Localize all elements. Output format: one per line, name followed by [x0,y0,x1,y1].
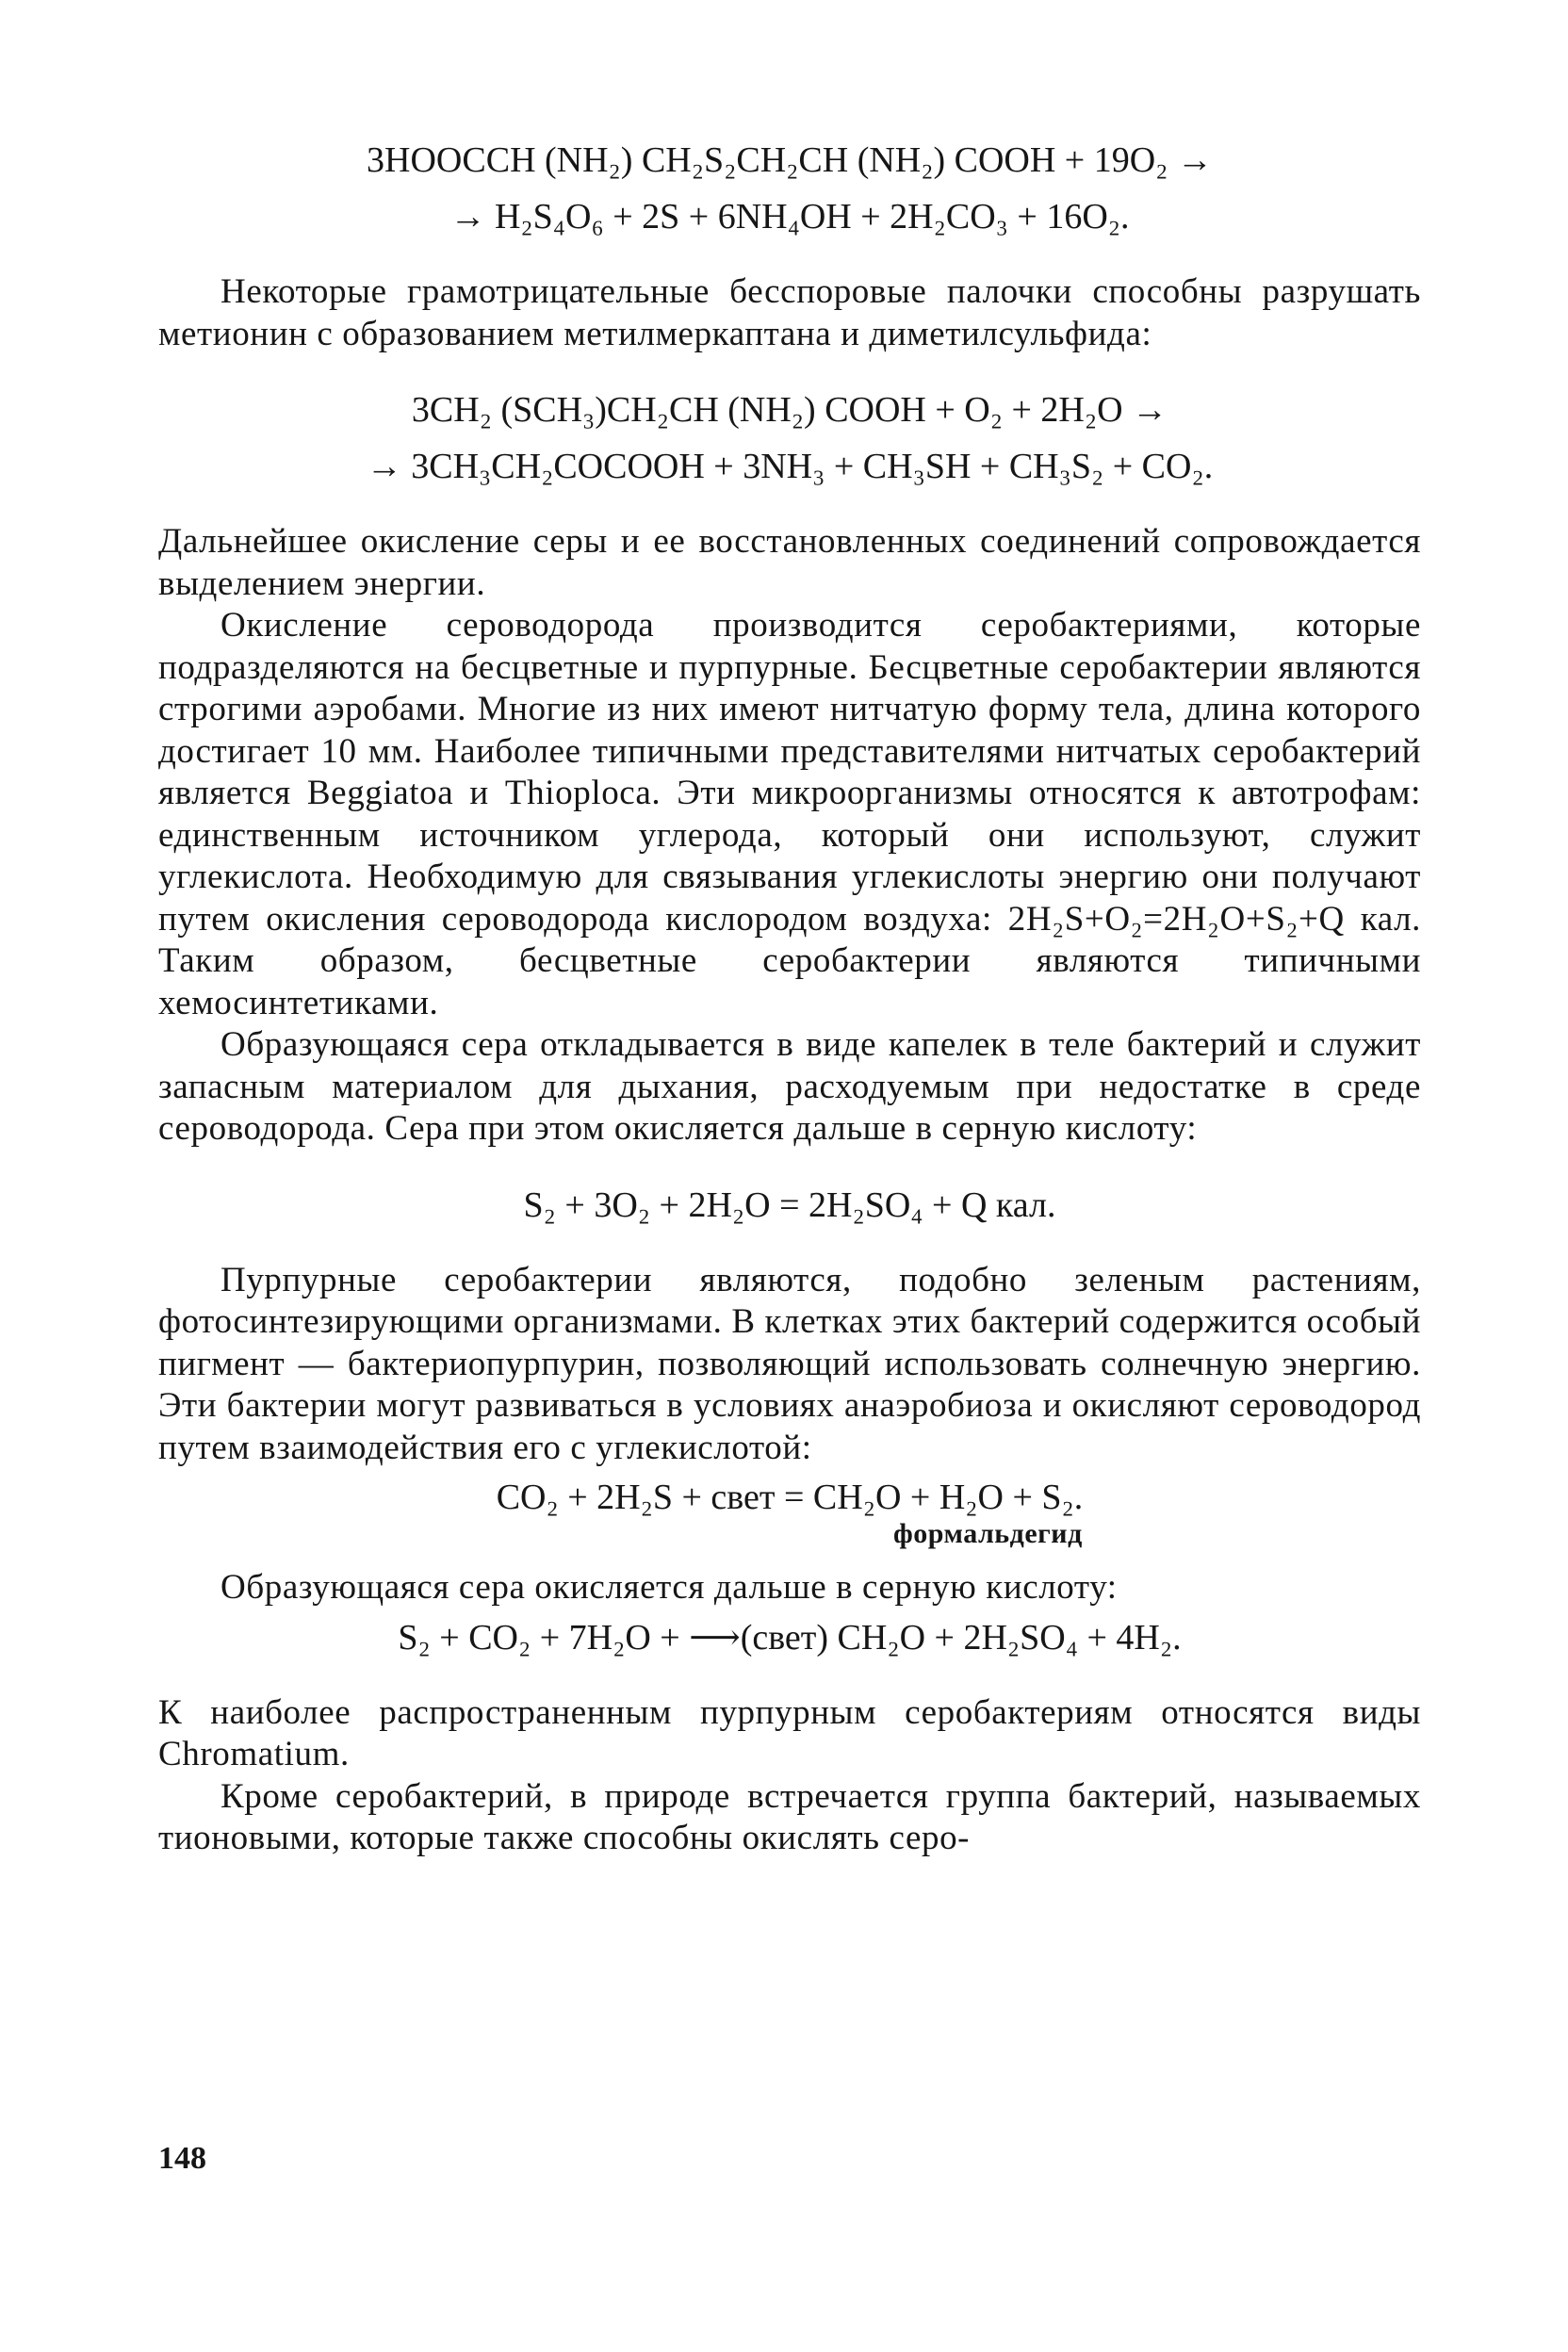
equation-2-line-1: 3CH₂ (SCH₃)CH₂CH (NH₂) COOH + O₂ + 2H₂O → [411,390,1168,430]
paragraph-chromatium: К наиболее распространенным пурпурным серобактериям относятся виды Chromatium. [158,1692,1421,1773]
equation-2-line-2: → 3CH₃CH₂COCOOH + 3NH₃ + CH₃SH + CH₃S₂ + CO₂. [366,447,1214,486]
equation-5: S₂ + CO₂ + 7H₂O + ⟶(свет) CH₂O + 2H₂SO₄ + 4H₂. [398,1617,1182,1658]
paragraph-oxidation: Дальнейшее окисление серы и ее восстановленных соединений сопровождается выделением энергии. [158,522,1421,603]
paragraph-thionic-bacteria: Кроме серобактерий, в природе встречается группа бактерий, называемых тионовыми, которые также способны окислять серо- [158,1776,1421,1857]
paragraph-purple-bacteria: Пурпурные серобактерии являются, подобно зеленым растениям, фотосинтезирующими организмами. В клетках этих бактерий содержится особый пигмент — бактериопурпурин, позволяющий использовать солнечную энергию. Эти бактерии могут развиваться в условиях анаэробиоза и окисляют сероводород путем взаимодействия его с углекислотой: [158,1260,1421,1467]
equation-3: S₂ + 3O₂ + 2H₂O = 2H₂SO₄ + Q кал. [523,1184,1056,1225]
equation-4-annotation [158,1518,1421,1567]
page-number: 148 [158,2141,206,2176]
equation-1-line-1: 3HOOCCH (NH₂) CH₂S₂CH₂CH (NH₂) COOH + 19O₂ → [367,140,1213,180]
equation-1-line-2: → H₂S₄O₆ + 2S + 6NH₄OH + 2H₂CO₃ + 16O₂. [449,197,1130,237]
paragraph-sulfur-deposit: Образующаяся сера откладывается в виде капелек в теле бактерий и служит запасным материалом для дыхания, расходуемым при недостатке в среде сероводорода. Сера при этом окисляется дальше в серную кислоту: [158,1025,1421,1148]
paragraph-sulfur-further: Образующаяся сера окисляется дальше в серную кислоту: [220,1568,1118,1607]
formaldehyde-label: формальдегид [893,1518,1083,1549]
paragraph-colorless-bacteria: Окисление сероводорода производится серобактериями, которые подразделяются на бесцветные и пурпурные. Бесцветные серобактерии являются строгими аэробами. Многие из них имеют нитчатую форму тела, длина которого достигает 10 мм. Наиболее типичными представителями нитчатых серобактерий является Beggiatoa и Thioploca. Эти микроорганизмы относятся к автотрофам: единственным источником углерода, который они используют, служит углекислота. Необходимую для связывания углекислоты энергию они получают путем окисления сероводорода кислородом воздуха: 2H₂S+O₂=2H₂O+S₂+Q кал. Таким образом, бесцветные серобактерии являются типичными хемосинтетиками. [158,606,1421,1022]
paragraph-methionine: Некоторые грамотрицательные бесспоровые палочки способны разрушать метионин с образованием метилмеркаптана и диметилсульфида: [158,272,1421,353]
equation-4: CO₂ + 2H₂S + свет = CH₂O + H₂O + S₂. [496,1478,1084,1517]
page-body [158,132,1421,1860]
